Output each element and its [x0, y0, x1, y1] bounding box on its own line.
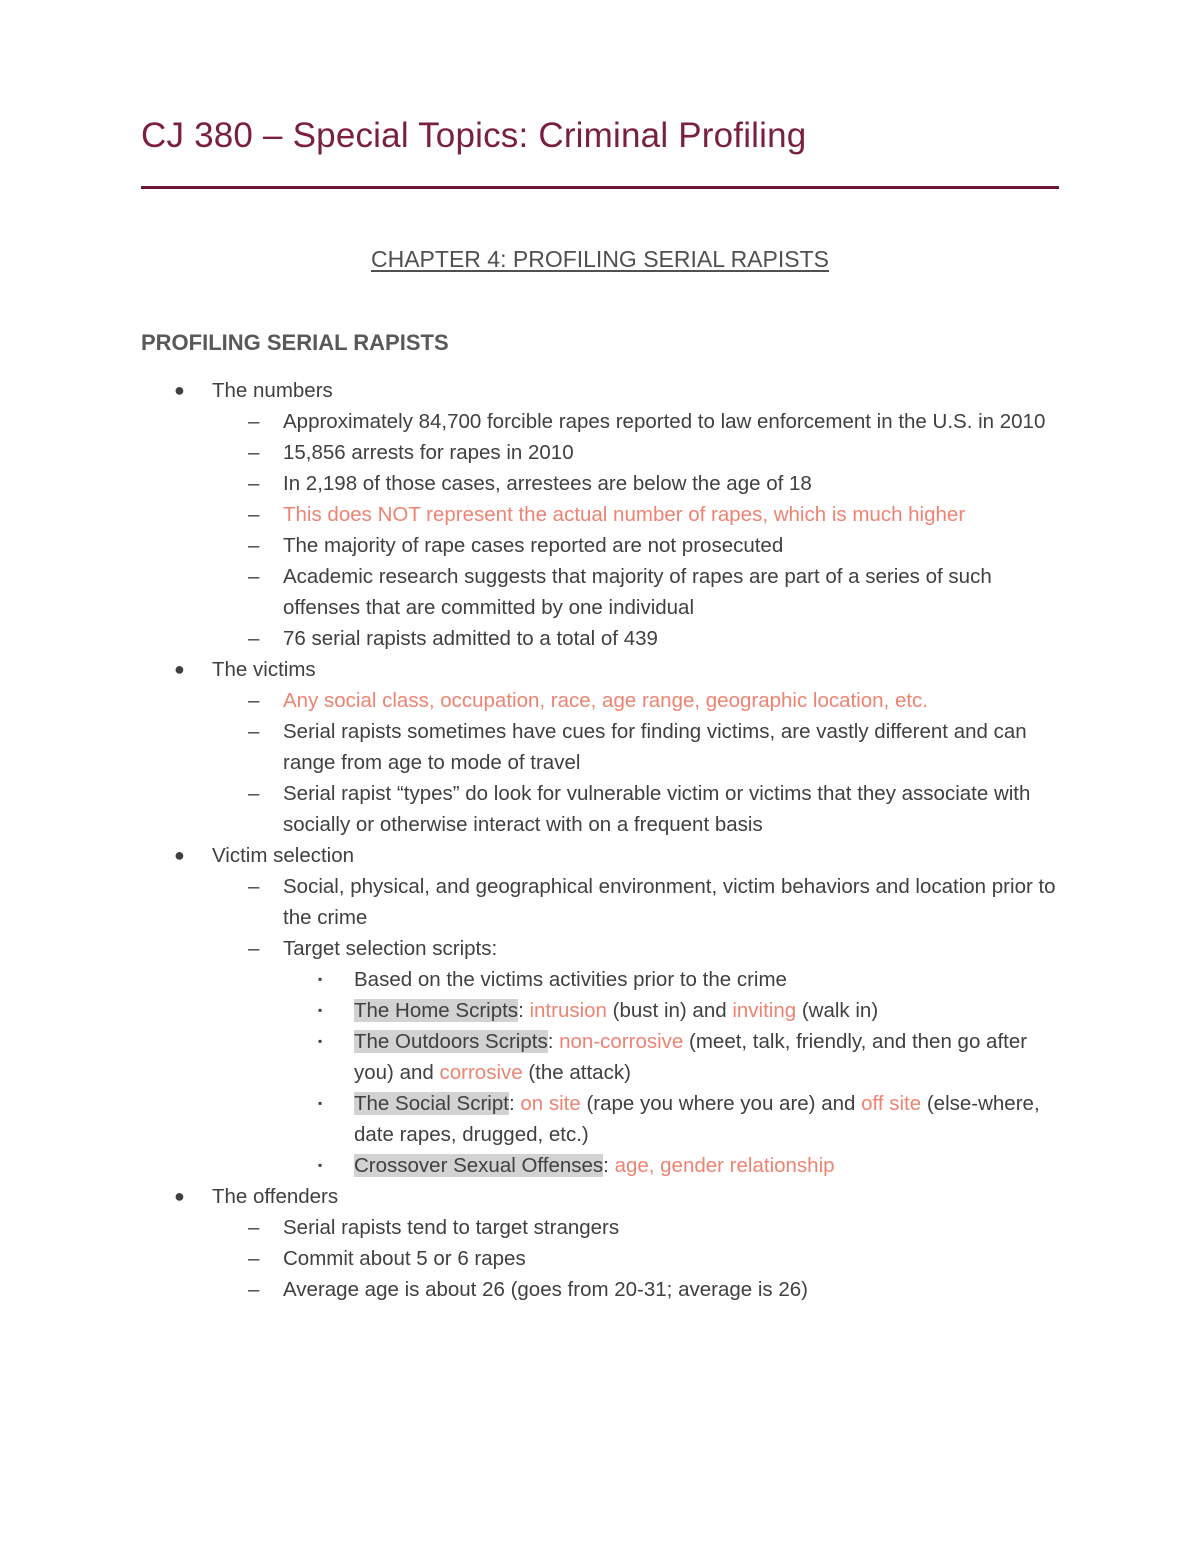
list-item	[212, 1243, 1066, 1274]
dash-icon: –	[248, 720, 260, 743]
item-text: Average age is about 26 (goes from 20-31; average is 26)	[283, 1278, 808, 1301]
dash-icon: –	[248, 565, 260, 588]
dash-icon: –	[248, 1216, 260, 1239]
list-item	[283, 964, 1066, 995]
outline-list	[141, 375, 1066, 1305]
bullet-icon: ●	[174, 1186, 185, 1206]
script-note: (else-where, date rapes, drugged, etc.)	[354, 1092, 1040, 1146]
square-bullet-icon: ▪	[318, 1158, 323, 1172]
list-item	[212, 871, 1066, 933]
item-text: Approximately 84,700 forcible rapes reported to law enforcement in the U.S. in 2010	[283, 410, 1046, 433]
script-term: non-corrosive	[559, 1030, 684, 1053]
item-text-emphasis: Any social class, occupation, race, age range, geographic location, etc.	[283, 689, 928, 712]
square-bullet-icon: ▪	[318, 1096, 323, 1110]
square-bullet-icon: ▪	[318, 972, 323, 986]
list-item	[212, 468, 1066, 499]
script-name: The Outdoors Scripts	[354, 1030, 548, 1053]
item-text: 15,856 arrests for rapes in 2010	[283, 441, 574, 464]
item-text: In 2,198 of those cases, arrestees are below the age of 18	[283, 472, 812, 495]
list-item	[212, 530, 1066, 561]
item-text: Serial rapists sometimes have cues for finding victims, are vastly different and can range from age to mode of travel	[283, 720, 1027, 774]
chapter-title: CHAPTER 4: PROFILING SERIAL RAPISTS	[371, 246, 829, 272]
item-text: Social, physical, and geographical environment, victim behaviors and location prior to the crime	[283, 875, 1056, 929]
script-name: Crossover Sexual Offenses	[354, 1154, 604, 1177]
list-item-victim-selection	[141, 840, 1066, 1181]
script-name: The Social Script	[354, 1092, 509, 1115]
list-item	[212, 406, 1066, 437]
list-item-numbers	[141, 375, 1066, 654]
dash-icon: –	[248, 937, 260, 960]
list-item-social-script: ▪ The Social Script: on site (rape you where you are) and off site (else-where, date rapes, drugged, etc.)	[283, 1088, 1066, 1150]
list-item-outdoors-scripts: ▪ The Outdoors Scripts: non-corrosive (meet, talk, friendly, and then go after you) and corrosive (the attack)	[283, 1026, 1066, 1088]
list-item	[212, 716, 1066, 778]
dash-icon: –	[248, 689, 260, 712]
script-term: off site	[861, 1092, 922, 1115]
sub-list	[212, 685, 1066, 840]
dash-icon: –	[248, 782, 260, 805]
dash-icon: –	[248, 503, 260, 526]
script-note: (rape you where you are) and	[586, 1092, 856, 1115]
script-note: (the attack)	[528, 1061, 631, 1084]
square-bullet-icon: ▪	[318, 1003, 323, 1017]
sub-list	[212, 1212, 1066, 1305]
item-text: Based on the victims activities prior to the crime	[354, 968, 787, 991]
dash-icon: –	[248, 441, 260, 464]
dash-icon: –	[248, 875, 260, 898]
script-term: age, gender relationship	[614, 1154, 835, 1177]
title-divider	[141, 186, 1059, 189]
script-term: inviting	[732, 999, 797, 1022]
item-text: Serial rapists tend to target strangers	[283, 1216, 620, 1239]
bullet-icon: ●	[174, 845, 185, 865]
script-note: (bust in) and	[612, 999, 727, 1022]
list-item	[212, 933, 1066, 1181]
dash-icon: –	[248, 410, 260, 433]
item-text: 76 serial rapists admitted to a total of 439	[283, 627, 658, 650]
list-item	[212, 623, 1066, 654]
item-text: The majority of rape cases reported are not prosecuted	[283, 534, 784, 557]
script-term: corrosive	[439, 1061, 523, 1084]
document-title: CJ 380 – Special Topics: Criminal Profiling	[141, 116, 807, 155]
script-list	[283, 964, 1066, 1181]
list-item	[212, 437, 1066, 468]
list-item	[212, 1212, 1066, 1243]
topic-label: Victim selection	[212, 844, 355, 867]
bullet-icon: ●	[174, 659, 185, 679]
list-item-home-scripts: ▪ The Home Scripts: intrusion (bust in) and inviting (walk in)	[283, 995, 1066, 1026]
item-text: Commit about 5 or 6 rapes	[283, 1247, 526, 1270]
topic-label: The offenders	[212, 1185, 339, 1208]
script-term: on site	[520, 1092, 581, 1115]
script-name: The Home Scripts	[354, 999, 519, 1022]
bullet-icon: ●	[174, 380, 185, 400]
square-bullet-icon: ▪	[318, 1034, 323, 1048]
list-item	[212, 499, 1066, 530]
section-heading: PROFILING SERIAL RAPISTS	[141, 330, 449, 355]
sub-list	[212, 871, 1066, 1181]
dash-icon: –	[248, 1247, 260, 1270]
list-item	[212, 778, 1066, 840]
topic-label: The victims	[212, 658, 316, 681]
dash-icon: –	[248, 627, 260, 650]
sub-list	[212, 406, 1066, 654]
chapter-heading	[0, 246, 1200, 273]
item-text: Academic research suggests that majority of rapes are part of a series of such offenses that are committed by one individual	[283, 565, 992, 619]
list-item	[212, 685, 1066, 716]
item-text: Target selection scripts:	[283, 937, 498, 960]
list-item-victims	[141, 654, 1066, 840]
script-note: (meet, talk, friendly, and then go after you) and	[354, 1030, 1028, 1084]
dash-icon: –	[248, 472, 260, 495]
item-text: Serial rapist “types” do look for vulnerable victim or victims that they associate with socially or otherwise interact with on a frequent basis	[283, 782, 1031, 836]
script-note: (walk in)	[801, 999, 879, 1022]
outline	[141, 375, 1066, 1305]
list-item-crossover-offenses: ▪ Crossover Sexual Offenses: age, gender relationship	[283, 1150, 1066, 1181]
item-text-emphasis: This does NOT represent the actual number of rapes, which is much higher	[283, 503, 966, 526]
dash-icon: –	[248, 1278, 260, 1301]
list-item-offenders	[141, 1181, 1066, 1305]
list-item	[212, 561, 1066, 623]
list-item	[212, 1274, 1066, 1305]
topic-label: The numbers	[212, 379, 333, 402]
dash-icon: –	[248, 534, 260, 557]
script-term: intrusion	[529, 999, 607, 1022]
